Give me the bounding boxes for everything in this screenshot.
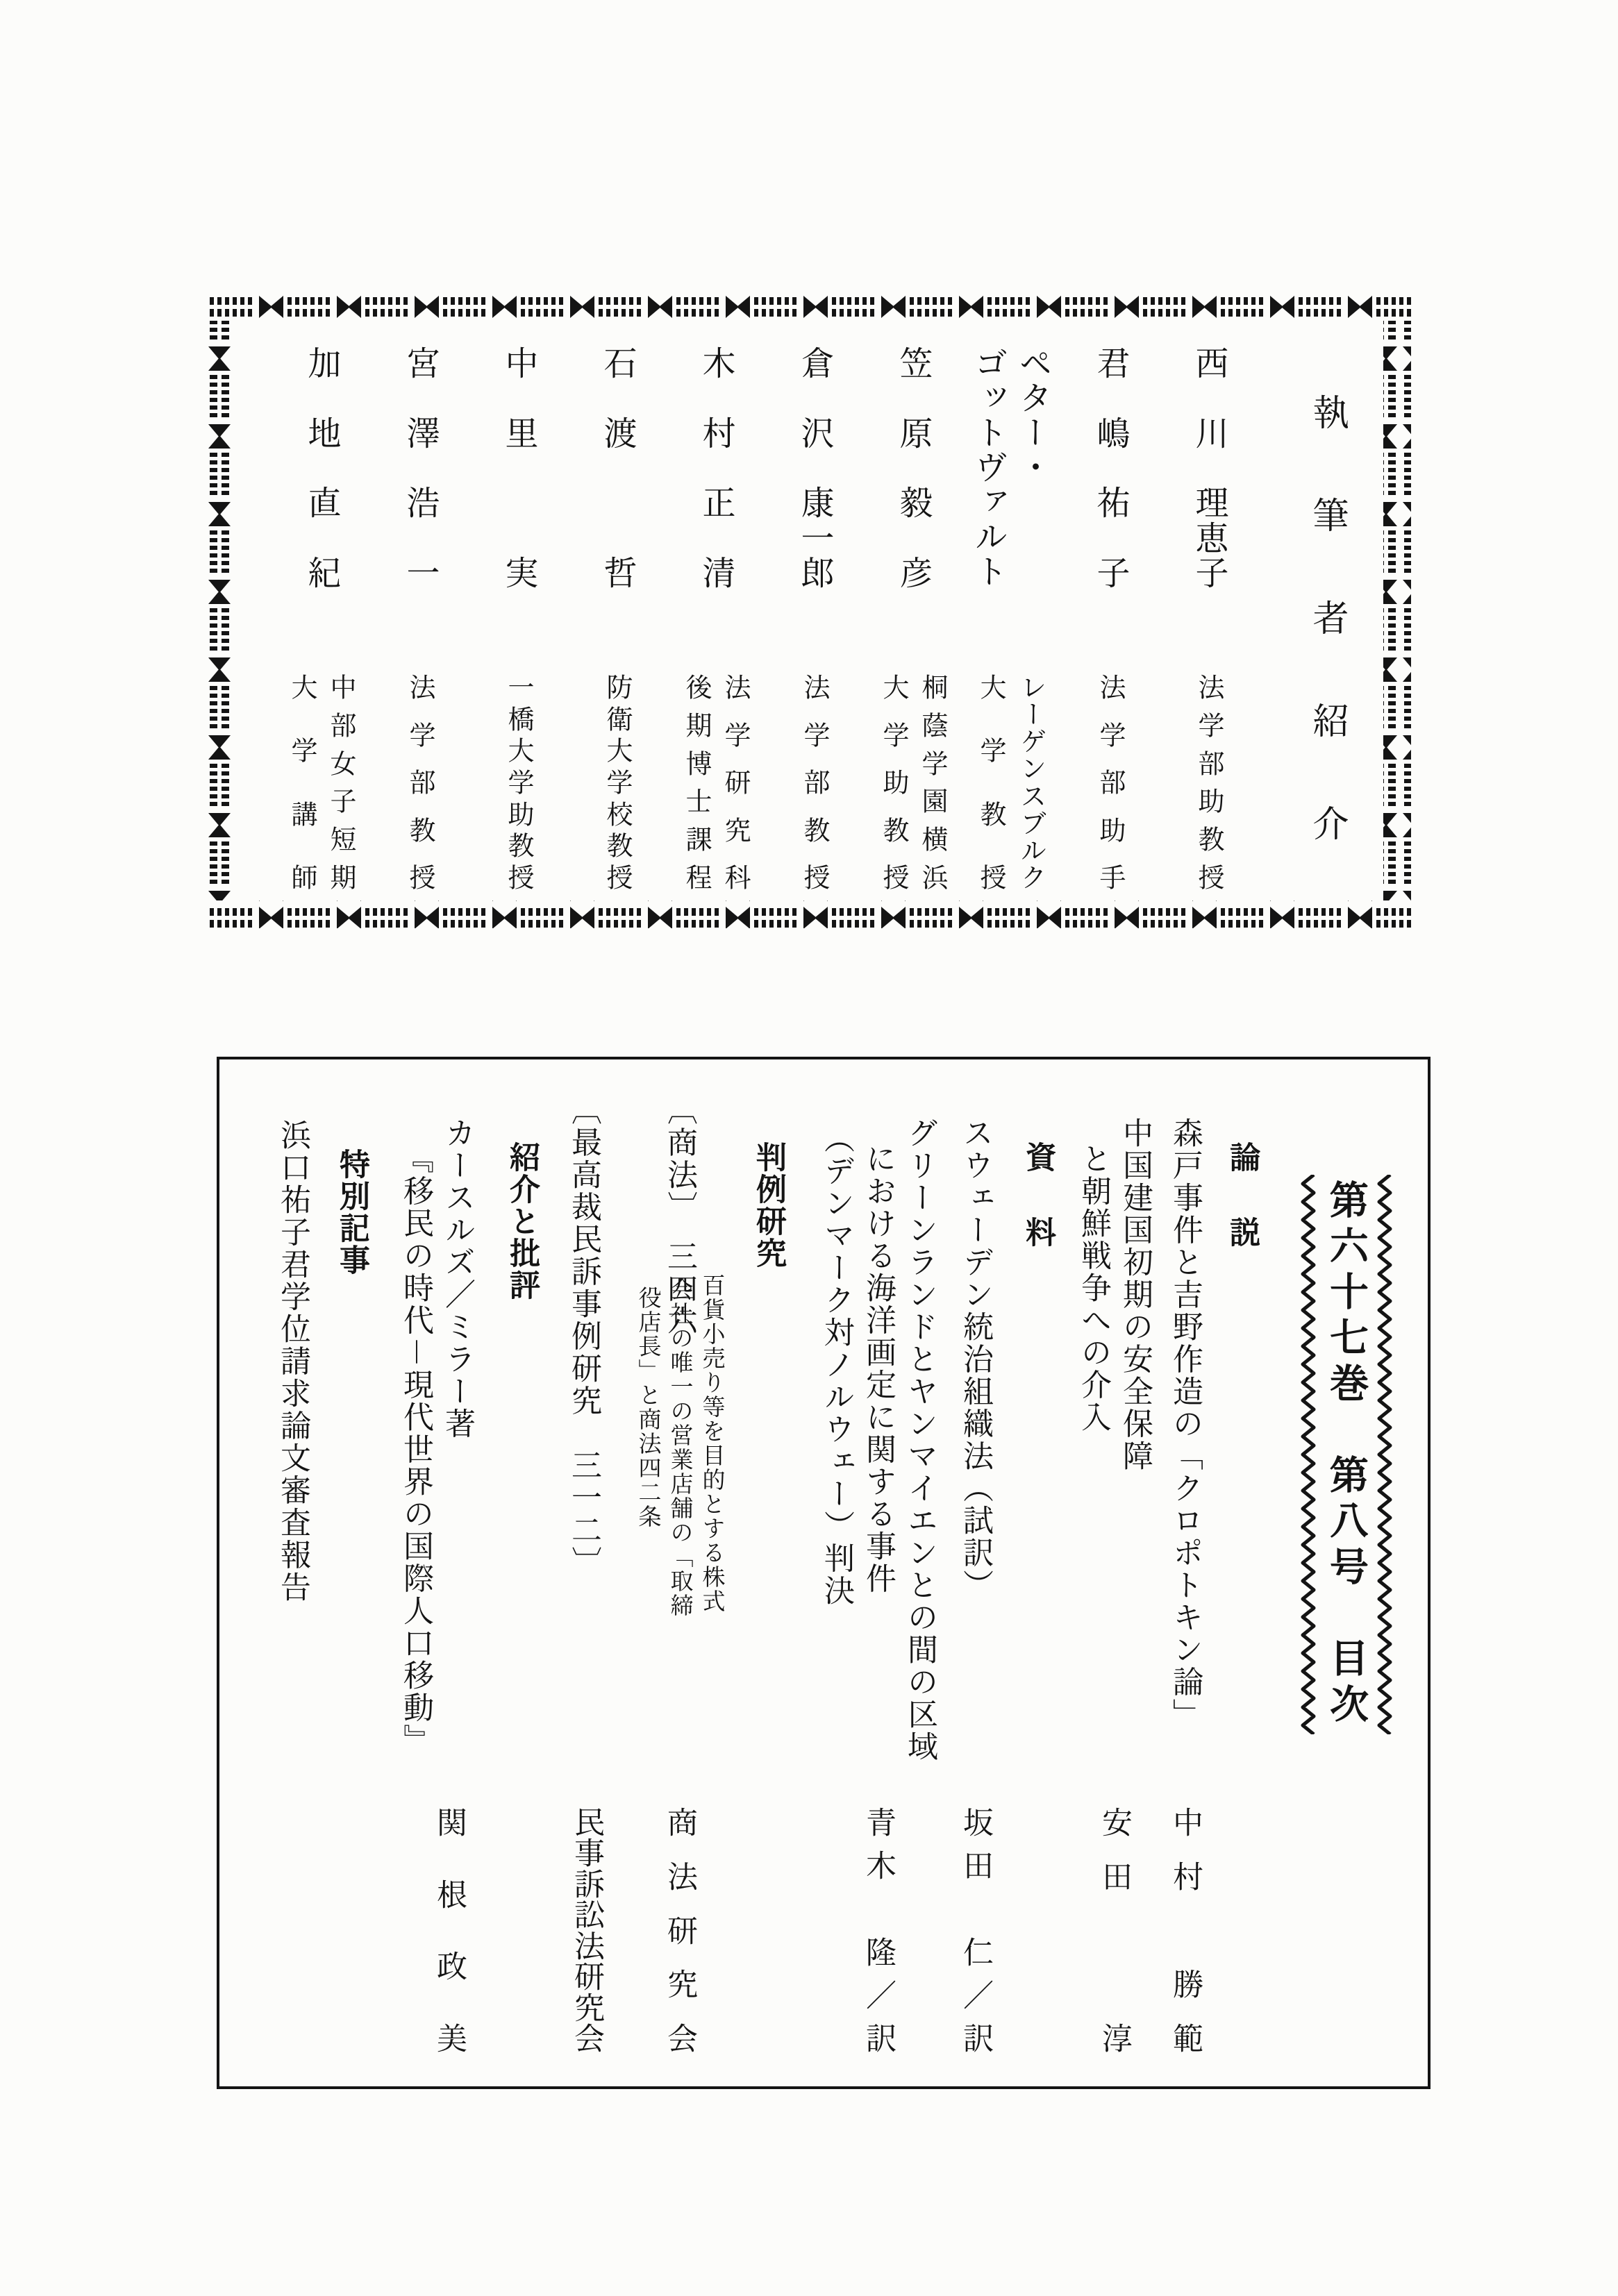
contributor-affiliation: 後 期 博 士 課 程 [681,673,710,890]
toc-entry-title-small: 会社の唯一の営業店舗の「取締 [667,1277,692,1618]
toc-entry-title: 『移民の時代－現代世界の国際人口移動』 [399,1143,433,1757]
toc-entry-title: 森戸事件と吉野作造の「クロポトキン論」 [1168,1117,1202,1731]
toc-entry-author: 関 根 政 美 [432,1807,466,2053]
contributor-name: 加 地 直 紀 [303,346,340,589]
contributor-affiliation: 法 学 研 究 科 [720,673,749,890]
contributor-name: 石 渡 哲 [599,346,635,589]
contributor-affiliation: 大 学 助 教 授 [878,673,908,890]
contributor-affiliation: 法 学 部 教 授 [405,673,434,890]
zigzag-rule-left [1299,1175,1317,1734]
toc-entry-title: 中国建国初期の安全保障 [1118,1117,1152,1473]
section-heading-tokubetsu: 特別記事 [335,1148,369,1276]
volume-title: 第六十七巻 第八号 目次 [1324,1180,1367,1729]
section-heading-shokai: 紹介と批評 [505,1141,539,1301]
toc-entry-title: カースルズ／ミラー著 [440,1117,474,1440]
contributor-affiliation: 法 学 部 助 教 授 [1194,673,1223,890]
toc-entry-author: 中 村 勝 範 [1168,1807,1202,2053]
section-heading-shiryo: 資 料 [1021,1141,1055,1254]
toc-entry-title: スウェーデン統治組織法（試訳） [958,1117,992,1602]
toc-entry-title: （デンマーク対ノルウェー）判決 [819,1123,853,1607]
contributor-affiliation: 大 学 講 師 [287,673,316,890]
contributor-affiliation: 法 学 部 教 授 [799,673,828,890]
toc-entry-title: と朝鮮戦争への介入 [1076,1143,1110,1434]
contributor-affiliation: 桐 蔭 学 園 横 浜 [917,673,946,890]
contributor-affiliation: 大 学 教 授 [976,673,1005,890]
contributor-name: ゴットヴァルト [969,346,1006,589]
zigzag-rule-right [1376,1175,1394,1734]
contributor-name: 宮 澤 浩 一 [401,346,438,589]
contributor-affiliation: 法 学 部 助 手 [1095,673,1124,890]
toc-entry-author: 商 法 研 究 会 [662,1807,697,2053]
contributor-affiliation: 中 部 女 子 短 期 [326,673,355,890]
toc-entry-title-small: 役店長」と商法四二条 [635,1286,660,1529]
toc-entry-title: における海洋画定に関する事件 [861,1143,895,1595]
contributors-box-title: 執 筆 者 紹 介 [1307,394,1346,841]
toc-entry-author: 安 田 淳 [1097,1807,1131,2053]
contributor-affiliation: レ ー ゲ ン ス ブ ル ク [1016,673,1045,890]
contributor-name: 中 里 実 [500,346,537,589]
toc-entry-title: 〔商法〕 三四六 [662,1094,697,1337]
contributor-name: 笠 原 毅 彦 [894,346,931,589]
toc-entry-title: 浜口祐子君学位請求論文審査報告 [276,1119,310,1604]
contributors-box [206,293,1411,928]
contributor-name: 木 村 正 清 [697,346,734,589]
contributor-name: ペター・ [1014,346,1051,485]
contributor-name: 君 嶋 祐 子 [1092,346,1128,589]
toc-entry-author: 民 事 訴 訟 法 研 究 会 [569,1807,603,2053]
toc-entry-title: 〔最高裁民訴事例研究 三一二〕 [567,1094,601,1579]
toc-box [217,1057,1431,2089]
toc-entry-title: グリーンランドとヤンマイエンとの間の区域 [903,1117,937,1763]
toc-entry-author: 青 木 隆 ／ 訳 [861,1807,895,2053]
contributor-name: 西 川 理 恵 子 [1190,346,1227,589]
toc-entry-author: 坂 田 仁 ／ 訳 [958,1807,992,2053]
contributor-name: 倉 沢 康 一 郎 [796,346,833,589]
toc-entry-title-small: 百貨小売り等を目的とする株式 [699,1273,724,1614]
section-heading-ronsetsu: 論 説 [1225,1141,1259,1254]
contributor-affiliation: 防 衛 大 学 校 教 授 [602,673,631,890]
section-heading-hanrei: 判例研究 [751,1141,785,1269]
contributor-affiliation: 一 橋 大 学 助 教 授 [503,673,533,890]
